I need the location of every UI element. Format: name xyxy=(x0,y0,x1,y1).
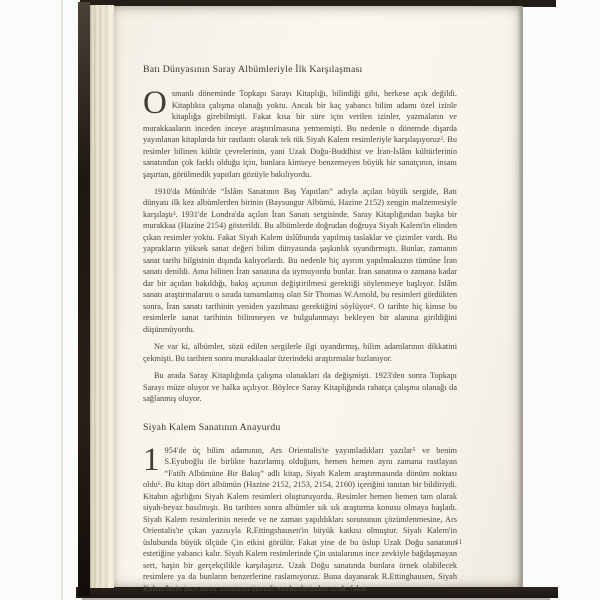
section-heading-homeland: Siyah Kalem Sanatının Anayurdu xyxy=(143,421,281,433)
paragraph-research xyxy=(143,441,457,595)
page-right-edge-shadow xyxy=(518,6,523,587)
drop-cap-o: O xyxy=(143,85,167,121)
section-heading-first-encounter: Batı Dünyasının Saray Albümleriyle İlk Karşılaşması xyxy=(143,64,363,75)
paragraph-exhibitions: 1910'da Münih'de “İslâm Sanatının Baş Yapıtları” adıyla açılan büyük sergide, Batı dünyası ilk kez albümlerden birinin (Baysungur Albümü, Hazine 2152) zengin malzemesiyle karşılaştı³. 1931'de Londra'da açılan İran Sanatı sergisinde, Saray Kitaplığından başka bir murakkaa (Hazine 2154) gösterildi. Bu albümlerde doğrudan doğruya Siyah Kalem'in elinden çıkan resimler yoktu. Fakat Siyah Kalem üslûbunda yapılmış taslaklar ve çizimler vardı. Bu yaprakların yüksek sanat değeri bilim dünyasında şaşkınlık uyandırmıştı. Bunlar, zamanın sanat tarihi bilgisinin dışında kalıyorlardı. Bu nedenle hiç ayırım yapılmaksızın tümüne İran sanatı denildi. Ama bilinen İran sanatına da uymuyordu bunlar. İran sanatına o zamana kadar dar bir açıdan bakıldığı, bakış açısının değiştirilmesi gerektiği söylenmeye başlıyor. İslâm sanatı araştırmalarını o sırada tamamlamış olan Sir Thomas W.Arnold, bu resimleri gördükten sonra, İran sanatı tarihinin yeniden yazılması gerektiğini söylüyor⁴. O tarihte hiç kimse bu resimlerle sanat tarihinin bilinmeyen ve bulgulanmayı bekleyen bir alanına girildiğini düşünmüyordu. xyxy=(143,186,457,334)
paragraph-interest: Ne var ki, albümler, sözü edilen sergilerle ilgi uyandırmış, bilim adamlarının dikkatini çekmişti. Bu tarihten sonra murakkaalar üzerindeki araştırmalar hızlanıyor. xyxy=(143,342,457,363)
paragraph-museum: Bu arada Saray Kitaplığında çalışma olanakları da değişmişti. 1923'den sonra Topkapı Sarayı müze oluyor ve halka açılıyor. Böylece Saray Kitaplığında rahatça çalışma olanağı da sağlanmış oluyor. xyxy=(143,371,457,403)
page-number: 11 xyxy=(455,537,463,546)
paragraph-research-text: 954'de üç bilim adamının, Ars Orientalis'te yayımladıkları yazılar⁵ ve benim S.Eyuboğlu ile birlikte hazırlamış olduğum, hemen hemen aynı zamana rastlayan “Fatih Albümüne Bir Bakış” adlı kitap, Siyah Kalem araştırmasında dönüm noktası oldu⁶. Bu kitap dört albümün (Hazine 2152, 2153, 2154, 2160) içeriğini tanıtan bir bildiriydi. Kitabın ağırlığını Siyah Kalem resimleri oluşturuyordu. Resimler hemen hemen tam olarak siyah-beyaz basılmıştı. Bu tarihten sonra albümler sık sık araştırma konusu olmaya başladı. Siyah Kalem resimlerinin nerede ve ne zaman yapıldıkları sorununun çözümlenmesine, Ars Orientalis'te çıkan yazısıyla R.Ettingshausen'in büyük katkısı olmuştur. Siyah Kalem'in üslubunda büyük ölçüde Çin etkisi görülür. Fakat yine de bu üslup Uzak Doğu sanatının estetiğine yabancı kalır. Siyah Kalem resimlerinde Çin ustalarının ince zevkiyle bağdaşmayan sert, haşin bir gerçekçilikle karşılaşırız. Uzak Doğu sanatında bunlara örnek olabilecek resimlere ya da bunların benzerlerine raslamıyoruz. Buna dayanarak R.Ettinghausen, Siyah Kalem'lerin ince saray sanatının önemli merkezlerinden uzak, fakat xyxy=(143,445,457,593)
table-surface-seam xyxy=(61,0,63,600)
book-spine xyxy=(78,2,90,596)
drop-cap-1: 1 xyxy=(143,441,160,478)
page-edges-stack xyxy=(90,5,114,588)
page-text-block xyxy=(143,64,457,600)
paragraph-opening-text: smanlı döneminde Topkapı Sarayı Kitaplığı, bilindiği gibi, herkese açık değildi. Kitaplıkta çalışma olanağı yoktu. Ancak bir kaç yabancı bilim adamı özel izinle kitaplığa girebilmişti. Fakat kısa bir süre için verilen izinler, yazmaların ve murakkaaların inceden inceye araştırılmasına yetmemişti. Bu nedenle o dönemde dışarda yayınlanan kitaplarda bir rastlantı olarak tek tük Siyah Kalem resimleriyle karşılaşıyoruz². Bu resimler bilinen kültür çevrelerinin, yani Uzak Doğu-Buddhist ve İran-İslâm kültürlerinin sanatından çok farklı olduğu için, bunlara kimseye benzemeyen büyük bir sanatçının, insanı şaşırtan, görülmedik yapıtları gözüyle bakılıyordu. xyxy=(143,89,457,179)
paragraph-opening xyxy=(143,85,457,180)
book-page xyxy=(114,6,522,593)
